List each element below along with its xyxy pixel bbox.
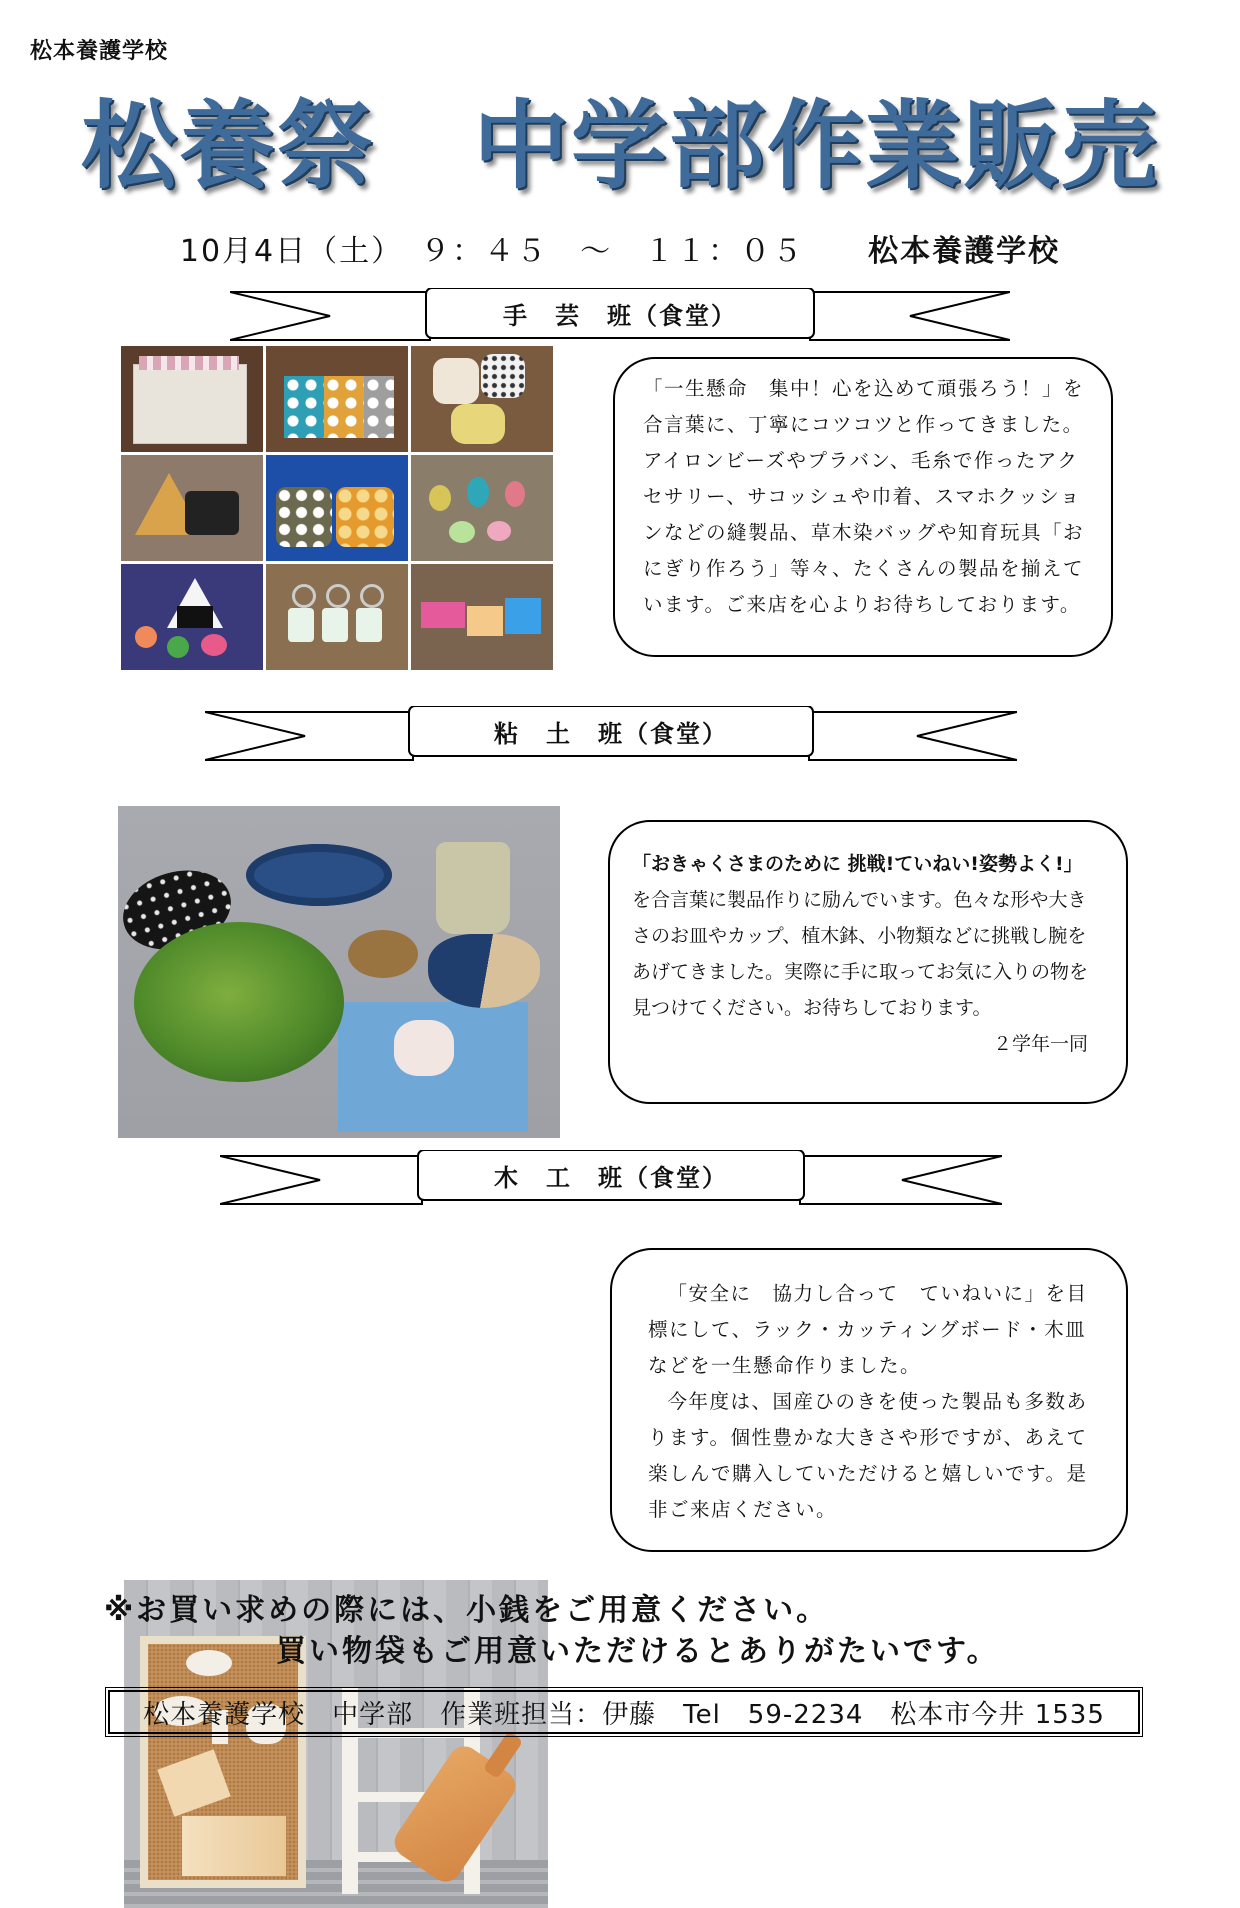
banner-label: 粘 土 班（食堂） [494,719,728,748]
contact-footer: 松本養護学校 中学部 作業班担当：伊藤 Tel 59-2234 松本市今井 1535 [108,1690,1140,1734]
section-banner-clay [205,706,1017,764]
woodwork-paragraph-2: 今年度は、国産ひのきを使った製品も多数あります。個性豊かな大きさや形ですが、あえて楽しんで購入していただけると嬉しいです。是非ご来店ください。 [648,1390,1088,1521]
crafts-description [613,357,1113,657]
photo-bead-vehicles [411,564,553,670]
clay-description [608,820,1128,1104]
section-banner-woodwork [220,1150,1002,1208]
woodwork-description [610,1248,1128,1552]
clay-products-photo [118,806,560,1138]
clay-description-text: を合言葉に製品作りに励んでいます。色々な形や大きさのお皿やカップ、植木鉢、小物類などに挑戦し腕をあげてきました。実際に手に取ってお気に入りの物を見つけてください。お待ちしております。 [632,889,1089,1019]
clay-signature: ２学年一同 [992,1033,1088,1055]
clay-motto: 「おきゃくさまのために 挑戦!ていねい!姿勢よく!」 [632,853,1083,875]
photo-sewn-pouch [121,346,263,452]
banner-label: 木 工 班（食堂） [494,1163,728,1192]
note-change: ※お買い求めの際には、小銭をご用意ください。 [104,1593,830,1628]
school-name: 松本養護学校 [30,39,169,64]
section-banner-crafts [230,288,1010,344]
photo-dotted-pouches [266,346,408,452]
page-title: 松養祭 中学部作業販売 [81,90,1159,202]
event-place: 松本養護学校 [868,234,1061,269]
crafts-photo-grid [121,346,553,670]
note-shopping-bag: 買い物袋もご用意いただけるとありがたいです。 [276,1634,1000,1669]
banner-label: 手 芸 班（食堂） [503,301,737,330]
event-date-line [0,226,1240,270]
photo-dyed-bags [266,455,408,561]
photo-knit-accessories [411,455,553,561]
photo-keychains [266,564,408,670]
woodwork-paragraph-1: 「安全に 協力し合って ていねいに」を目標にして、ラック・カッティングボード・木皿などを一生懸命作りました。 [648,1282,1088,1377]
event-date: 10月4日（土） ９：４５ ～ １１：０５ [179,234,805,269]
photo-onigiri-cushions [121,455,263,561]
crafts-description-text: 「一生懸命 集中！心を込めて頑張ろう！」を合言葉に、丁寧にコツコツと作ってきました。アイロンビーズやプラバン、毛糸で作ったアクセサリー、サコッシュや巾着、スマホクッションなどの縫製品、草木染バッグや知育玩具「おにぎり作ろう」等々、たくさんの製品を揃えています。ご来店を心よりお待ちしております。 [643,377,1085,616]
photo-drawstring-bags [411,346,553,452]
photo-onigiri-toy [121,564,263,670]
